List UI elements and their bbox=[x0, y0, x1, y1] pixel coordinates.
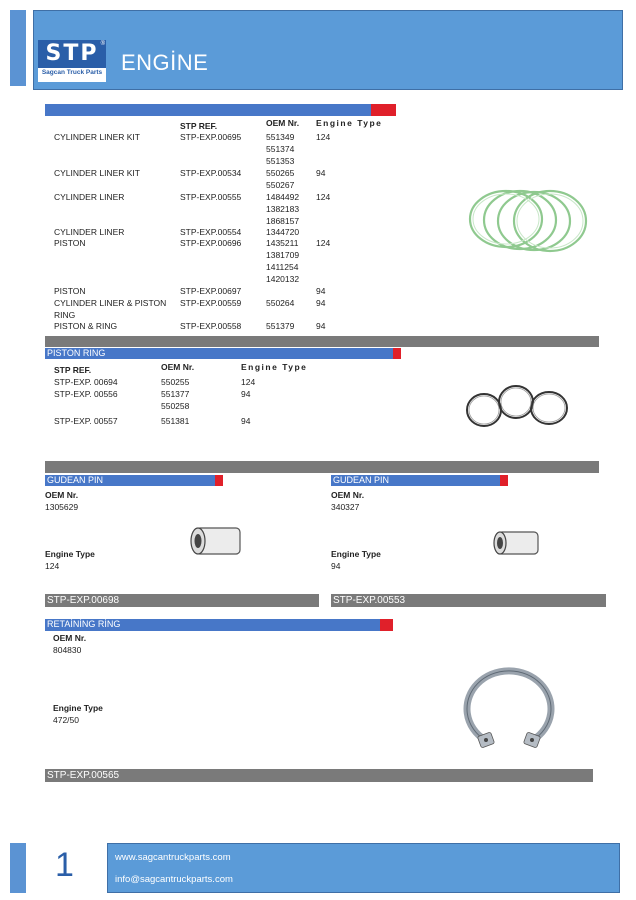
product-name: PISTON & RING bbox=[54, 321, 118, 331]
gudean-pin-image bbox=[186, 522, 246, 560]
piston-ring-header-accent bbox=[393, 348, 401, 359]
oem-number: 550258 bbox=[161, 401, 190, 411]
product-name: CYLINDER LINER KIT bbox=[54, 168, 140, 178]
product-name: CYLINDER LINER bbox=[54, 227, 125, 237]
engine-type: 94 bbox=[316, 168, 326, 178]
stp-ref: STP-EXP.00695 bbox=[180, 132, 242, 142]
oem-number: 551353 bbox=[266, 156, 295, 166]
retaining-ring-image bbox=[455, 658, 560, 750]
oem-number: 550267 bbox=[266, 180, 295, 190]
col-header-oem: OEM Nr. bbox=[161, 362, 195, 372]
stp-ref: STP-EXP.00559 bbox=[180, 298, 242, 308]
section1-header-bar bbox=[45, 104, 373, 116]
oem-number: 1344720 bbox=[266, 227, 300, 237]
engine-type-label: Engine Type bbox=[331, 549, 381, 559]
footer-banner bbox=[107, 843, 620, 893]
stp-ref: STP-EXP.00558 bbox=[180, 321, 242, 331]
oem-number: 550264 bbox=[266, 298, 295, 308]
oem-number: 551377 bbox=[161, 389, 190, 399]
page-number: 1 bbox=[55, 846, 74, 884]
engine-type: 124 bbox=[316, 192, 331, 202]
col-header-oem: OEM Nr. bbox=[266, 118, 300, 128]
logo-subtitle: Sagcan Truck Parts bbox=[41, 69, 103, 76]
gudean-pin-left-accent bbox=[215, 475, 223, 486]
product-name-line2: RING bbox=[54, 310, 76, 320]
stp-ref: STP-EXP.00554 bbox=[180, 227, 242, 237]
oem-number: 1411254 bbox=[266, 262, 299, 272]
oem-number: 1420132 bbox=[266, 274, 300, 284]
logo-registered-mark: ® bbox=[100, 41, 105, 47]
header-left-strip bbox=[10, 10, 26, 86]
retaining-ring-ref-bar: STP-EXP.00565 bbox=[45, 769, 593, 782]
oem-number: 550265 bbox=[266, 168, 295, 178]
footer-website-link[interactable]: www.sagcantruckparts.com bbox=[115, 852, 231, 863]
oem-number: 1868157 bbox=[266, 216, 300, 226]
stp-ref: STP-EXP. 00556 bbox=[54, 389, 118, 399]
engine-type: 94 bbox=[331, 561, 341, 571]
retaining-ring-header: RETAİNİNG RİNG bbox=[45, 619, 382, 631]
gudean-pin-right-accent bbox=[500, 475, 508, 486]
oem-number: 340327 bbox=[331, 502, 360, 512]
engine-type: 94 bbox=[241, 416, 251, 426]
stp-ref: STP-EXP. 00557 bbox=[54, 416, 118, 426]
product-name: CYLINDER LINER KIT bbox=[54, 132, 140, 142]
gudean-pin-right-ref-bar: STP-EXP.00553 bbox=[331, 594, 606, 607]
engine-type: 94 bbox=[316, 286, 326, 296]
col-header-stp-ref: STP REF. bbox=[180, 121, 218, 131]
engine-type: 94 bbox=[316, 298, 326, 308]
oem-number: 551381 bbox=[161, 416, 190, 426]
company-logo bbox=[38, 40, 106, 82]
engine-type: 124 bbox=[45, 561, 60, 571]
page-title: ENGİNE bbox=[121, 50, 209, 75]
oem-number: 1484492 bbox=[266, 192, 300, 202]
section-divider bbox=[45, 336, 599, 347]
section-divider bbox=[45, 461, 599, 473]
stp-ref: STP-EXP.00555 bbox=[180, 192, 242, 202]
piston-ring-header: PISTON RING bbox=[45, 348, 395, 359]
engine-type-label: Engine Type bbox=[45, 549, 95, 559]
stp-ref: STP-EXP.00697 bbox=[180, 286, 242, 296]
engine-type: 124 bbox=[316, 132, 331, 142]
oem-number: 1382183 bbox=[266, 204, 300, 214]
gudean-pin-right-header: GUDEAN PIN bbox=[331, 475, 503, 486]
engine-type: 94 bbox=[241, 389, 251, 399]
engine-type: 472/50 bbox=[53, 715, 79, 725]
logo-text: STP bbox=[38, 40, 106, 68]
stp-ref: STP-EXP.00696 bbox=[180, 238, 242, 248]
oem-number: 804830 bbox=[53, 645, 82, 655]
stp-ref: STP-EXP.00534 bbox=[180, 168, 242, 178]
oem-number: 551379 bbox=[266, 321, 295, 331]
section1-header-accent bbox=[371, 104, 396, 116]
engine-type: 124 bbox=[316, 238, 331, 248]
oem-number: 550255 bbox=[161, 377, 190, 387]
product-name: PISTON bbox=[54, 238, 86, 248]
oem-label: OEM Nr. bbox=[45, 490, 79, 500]
product-name: PISTON bbox=[54, 286, 86, 296]
footer-left-strip bbox=[10, 843, 26, 893]
oem-label: OEM Nr. bbox=[331, 490, 365, 500]
col-header-stp-ref: STP REF. bbox=[54, 365, 92, 375]
product-name: CYLINDER LINER bbox=[54, 192, 125, 202]
engine-type: 124 bbox=[241, 377, 256, 387]
engine-type: 94 bbox=[316, 321, 326, 331]
oem-label: OEM Nr. bbox=[53, 633, 87, 643]
oem-number: 1435211 bbox=[266, 238, 299, 248]
piston-rings-image bbox=[464, 382, 574, 432]
engine-type-label: Engine Type bbox=[53, 703, 103, 713]
footer-email-link[interactable]: info@sagcantruckparts.com bbox=[115, 874, 233, 885]
gudean-pin-left-header: GUDEAN PIN bbox=[45, 475, 217, 486]
col-header-engine-type: Engine Type bbox=[316, 118, 383, 128]
gudean-pin-image bbox=[490, 528, 546, 558]
oem-number: 1305629 bbox=[45, 502, 79, 512]
product-name: CYLINDER LINER & PISTON bbox=[54, 298, 167, 308]
stp-ref: STP-EXP. 00694 bbox=[54, 377, 118, 387]
col-header-engine-type: Engine Type bbox=[241, 362, 308, 372]
oem-number: 1381709 bbox=[266, 250, 300, 260]
cylinder-liner-rings-image bbox=[462, 185, 592, 255]
retaining-ring-header-accent bbox=[380, 619, 393, 631]
oem-number: 551374 bbox=[266, 144, 295, 154]
gudean-pin-left-ref-bar: STP-EXP.00698 bbox=[45, 594, 319, 607]
oem-number: 551349 bbox=[266, 132, 295, 142]
